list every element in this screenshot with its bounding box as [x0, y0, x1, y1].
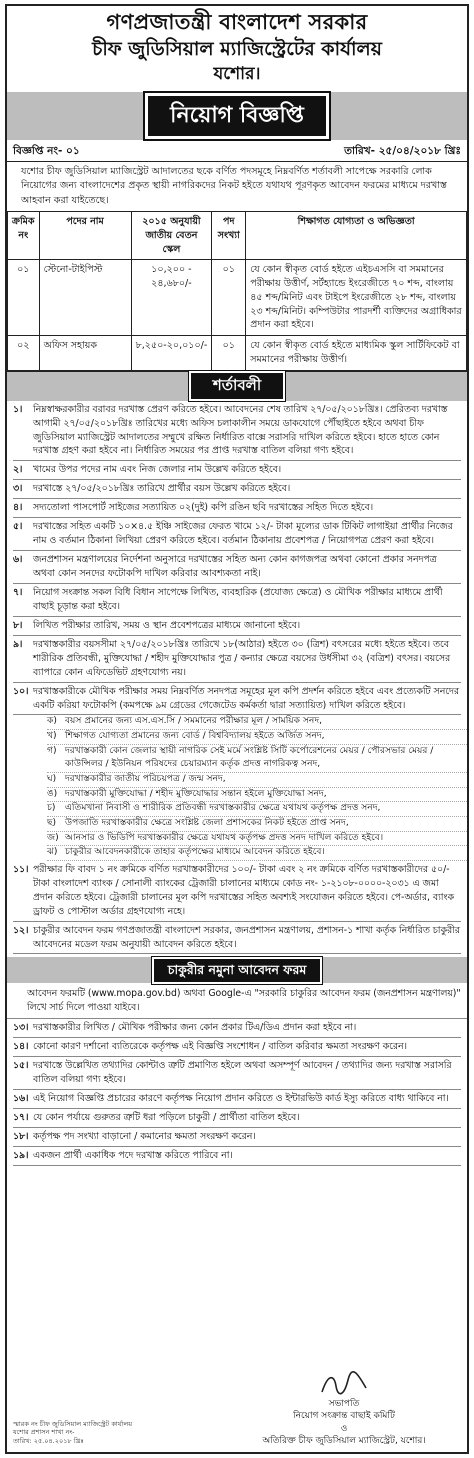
- row-scale: ৮,২৫০-২০,০১০/-: [131, 336, 212, 371]
- item-text: খামের উপর পদের নাম এবং নিজ জেলার নাম উল্লেখ করিতে হইবে।: [33, 464, 282, 476]
- signature-block: [239, 1370, 449, 1448]
- item-number: ১৯।: [13, 1149, 29, 1161]
- footer-ref-date: তারিখ: ২৫.০৪.২০১৮ খ্রিঃ: [13, 1437, 84, 1446]
- item-number: ৯।: [13, 638, 23, 650]
- item-text: এতিমখানা নিবাসী ও শারীরিক প্রতিবন্ধী দরখাস্তকারীর ক্ষেত্রে যথাযথ কর্তৃপক্ষ প্রদত্ত সনদ,: [65, 803, 381, 814]
- item-number: জ): [47, 832, 59, 843]
- list-item: [13, 1109, 461, 1128]
- list-item: [13, 1019, 461, 1038]
- sub-conditions-list: [7, 715, 467, 860]
- list-item: [13, 922, 461, 955]
- conditions-list-3: [7, 1019, 467, 1166]
- footer-ref-line: স্মারক নং চীফ জুডিসিয়াল ম্যাজিস্ট্রেট কার্যালয়: [13, 1419, 133, 1428]
- item-number: ১৪।: [13, 1041, 29, 1053]
- list-item: [13, 499, 461, 518]
- list-item: [47, 773, 467, 788]
- list-item: [13, 683, 461, 716]
- signature-scribble: [314, 1370, 374, 1398]
- conditions-list-2: [7, 861, 467, 955]
- footer: [7, 1352, 467, 1452]
- row-serial: ০১: [8, 260, 40, 336]
- item-number: ৫।: [13, 521, 23, 533]
- row-serial: ০২: [8, 336, 40, 371]
- table-row: [8, 336, 467, 371]
- circular-number: বিজ্ঞপ্তি নং- ০১: [13, 145, 80, 157]
- col-scale: ২০১৫ অনুযায়ী জাতীয় বেতন স্কেল: [131, 211, 212, 259]
- header: [7, 6, 467, 86]
- item-text: একজন প্রার্থী একাধিক পদে দরখাস্ত করিতে পারিবে না।: [33, 1149, 233, 1161]
- item-number: ঝ): [47, 847, 58, 858]
- item-number: ৩।: [13, 483, 23, 495]
- list-item: [13, 1128, 461, 1147]
- list-item: [47, 832, 467, 847]
- list-item: [13, 617, 461, 636]
- signature-committee: নিয়োগ সংক্রান্ত বাছাই কমিটি: [293, 1411, 395, 1422]
- item-text: নিম্নস্বাক্ষরকারীর বরাবর দরখাস্ত প্রেরণ করিতে হইবে। আবেদনের শেষ তারিখ ২৭/০৫/২০১৮খ্রিঃ। প্রেরিতব্য দরখাস্ত আগামী ২৭/০৫/২০১৮খ্রিঃ তারিখের মধ্যে অফিস চলাকালীন সময়ে ডাকযোগে পৌঁছাইতে হইবে অথবা চীফ জুডিসিয়াল ম্যাজিস্ট্রেট আদালতের সম্মুখে রক্ষিত নির্ধারিত বাক্সে সরাসরি দাখিল করিতে হইবে। হাতে হাতে কোন দরখাস্ত গ্রহণ করা হইবে না। নির্ধারিত সময়ের পর প্রাপ্ত দরখাস্ত বাতিল বলিয়া গণ্য হইবে।: [33, 403, 448, 457]
- item-text: এই নিয়োগ বিজ্ঞপ্তি প্রচারের কারণে কর্তৃপক্ষ নিয়োগ প্রদান করিতে ও ইন্টারভিউ কার্ড ইস্যু করিতে বাধ্য থাকিবে না।: [33, 1093, 449, 1105]
- col-post: পদের নাম: [39, 211, 131, 259]
- list-item: [47, 745, 467, 773]
- item-number: ১।: [13, 403, 23, 415]
- row-count: ০১: [212, 260, 246, 336]
- item-number: ক): [47, 716, 57, 727]
- item-number: গ): [47, 745, 57, 756]
- item-number: ৭।: [13, 586, 23, 598]
- list-item: [13, 636, 461, 683]
- item-number: ১২।: [13, 924, 29, 936]
- item-text: কোনো কারণ দর্শানো ব্যতিরেকে কর্তৃপক্ষ এই বিজ্ঞপ্তি সংশোধন / বাতিল করিবার ক্ষমতা সংরক্ষণ করেন।: [33, 1041, 407, 1053]
- form-text: আবেদন ফরমটি (www.mopa.gov.bd) অথবা Google-এ "সরকারি চাকুরির আবেদন ফরম (জনপ্রশাসন মন্ত্রণালয়)" লিখে সার্চ দিলে পাওয়া যাইবে।: [7, 985, 467, 1019]
- col-count: পদ সংখ্যা: [212, 211, 246, 259]
- list-item: [13, 401, 461, 462]
- item-number: ৬।: [13, 554, 23, 566]
- row-scale: ১০,২০০ - ২৪,৬৮০/-: [131, 260, 212, 336]
- item-text: চাকুরীর আবেদন ফরম গণপ্রজাতন্ত্রী বাংলাদেশ সরকার, জনপ্রশাসন মন্ত্রণালয়, প্রশাসন-১ শাখা কর্তৃক নির্ধারিত চাকুরীর আবেদনের মডেল ফরম অনুযায়ী আবেদন করিতে হইবে।: [33, 924, 460, 950]
- item-number: ঙ): [47, 788, 58, 799]
- header-location: যশোর।: [213, 64, 261, 84]
- intro-text: যশোর চীফ জুডিসিয়াল ম্যাজিস্ট্রেট আদালতের ছকে বর্ণিত পদসমূহে নিম্নবর্ণিত শর্তাবলী সাপেক্ষে সরকারি লোক নিয়োগের জন্য বাংলাদেশের প্রকৃত স্থায়ী নাগরিকদের নিকট হইতে যথাযথ পূরণকৃত আবেদন ফরমের মাধ্যমে দরখাস্ত আহবান করা যাইতেছে।: [21, 166, 447, 206]
- job-circular-page: [5, 4, 469, 1454]
- item-text: দরখাস্তকারীকে মৌখিক পরীক্ষার সময় নিম্নবর্ণিত সনদপত্র সমূহের মূল কপি প্রদর্শন করিতে হইবে এবং প্রত্যেকটি সনদের একটি করিয়া ফটোকপি (কমপক্ষে ৯ম গ্রেডের গেজেটেড কর্মকর্তা দ্বারা সত্যায়িত) দাখিল করিতে হইবে।: [33, 685, 459, 711]
- list-item: [13, 551, 461, 584]
- item-number: ১৬।: [13, 1093, 29, 1105]
- circular-date: তারিখ- ২৫/০৪/২০১৮ খ্রিঃ: [344, 145, 461, 157]
- list-item: [47, 817, 467, 832]
- table-header-row: [8, 211, 467, 259]
- row-post: অফিস সহায়ক: [39, 336, 131, 371]
- item-number: ২।: [13, 464, 23, 476]
- form-title: চাকুরীর নমুনা আবেদন ফরম: [152, 957, 323, 983]
- item-text: চাকুরীর আবেদনকারীকে তাহার কর্তৃপক্ষের মাধ্যমে আবেদন করিতে হইবে।: [65, 847, 325, 858]
- signature-and: ও: [340, 1423, 348, 1434]
- item-text: কর্তৃপক্ষ পদ সংখ্যা বাড়ানো / কমানোর ক্ষমতা সংরক্ষণ করেন।: [33, 1130, 256, 1142]
- col-qualification: শিক্ষাগত যোগ্যতা ও অভিজ্ঞতা: [246, 211, 467, 259]
- signature-mark: [239, 1370, 449, 1398]
- page-title: নিয়োগ বিজ্ঞপ্তি: [145, 93, 329, 139]
- list-item: [13, 861, 461, 922]
- footer-ref-line: যশোর প্রশাসন শাখা নং-: [13, 1428, 75, 1437]
- item-text: দরখাস্তের সহিত একটি ১০×৪.৫ ইঞ্চি সাইজের ফেরত খামে ১২/- টাকা মূল্যের ডাক টিকিট লাগাইয়া প্রার্থীর নিজের নাম ও বর্তমান ঠিকানা লিখিয়া প্রেরণ করিতে হইবে। বর্তমান ঠিকানায় প্রবেশপত্র / নিয়োগপত্র প্রেরণ করা হইবে।: [33, 521, 453, 547]
- item-text: বয়স প্রমানের জন্য এস.এস.সি / সমমানের পরীক্ষার মূল / সাময়িক সনদ,: [65, 716, 323, 727]
- footer-reference: [13, 1420, 132, 1446]
- item-number: খ): [47, 731, 57, 742]
- header-government: গণপ্রজাতন্ত্রী বাংলাদেশ সরকার: [106, 10, 368, 34]
- conditions-banner: [7, 371, 467, 401]
- item-text: উপজাতি দরখাস্তকারীর ক্ষেত্রে সংশ্লিষ্ট জেলা প্রশাসকের নিকট হইতে প্রাপ্ত সনদ,: [65, 817, 349, 828]
- list-item: [47, 802, 467, 817]
- item-number: ১০।: [13, 685, 29, 697]
- item-number: ১৭।: [13, 1112, 29, 1124]
- list-item: [13, 1090, 461, 1109]
- item-text: জনপ্রশাসন মন্ত্রণালয়ের নির্দেশনা অনুসারে দরখাস্তের সহিত অন্য কোন কাগজপত্র অথবা কোনো প্রকার সনদপত্র অথবা কোন সনদের ফটোকপি দাখিল করিবার আবশ্যকতা নাই।: [33, 554, 437, 579]
- list-item: [13, 518, 461, 551]
- item-text: দরখাস্তকারী কোন জেলার স্থায়ী নাগরিক সেই মর্মে সংশ্লিষ্ট সিটি কর্পোরেশনের মেয়র / পৌরসভার মেয়র / কাউন্সিলর / ইউনিয়ন পরিষদের চেয়ারম্যান কর্তৃক প্রদত্ত নাগরিকত্ব সনদ,: [65, 745, 434, 770]
- item-number: ১৮।: [13, 1130, 29, 1142]
- item-text: নিয়োগ সংক্রান্ত সকল বিধি বিধান সাপেক্ষে লিখিত, ব্যবহারিক (প্রযোজ্য ক্ষেত্রে) ও মৌখিক পরীক্ষার মাধ্যমে প্রার্থী বাছাই চূড়ান্ত করা হইবে।: [33, 586, 443, 612]
- item-number: ৮।: [13, 619, 23, 631]
- conditions-title: শর্তাবলী: [189, 371, 285, 401]
- item-text: দরখাস্তে উল্লেখিত তথ্যাদির কোন্টাও ত্রুটি প্রমাণিত হইলে অথবা অসম্পূর্ণ আবেদন / তথ্যাদির জন্য দরখাস্ত সরাসরি বাতিল বলিয়া গণ্য হইবে।: [33, 1060, 452, 1086]
- list-item: [47, 846, 467, 861]
- list-item: [47, 715, 467, 730]
- item-text: যে কোন পর্যায়ে গুরুতর ত্রুটি ধরা পড়িলে চাকুরী / প্রার্থীতা বাতিল হইবে।: [33, 1112, 300, 1124]
- list-item: [13, 461, 461, 480]
- item-text: দরখাস্তকারী মুক্তিযোদ্ধা / শহীদ মুক্তিযোদ্ধার সন্তান হইলে মুক্তিযোদ্ধা সনদ,: [65, 788, 327, 799]
- item-text: দরখাস্তকারীর লিখিত / মৌখিক পরীক্ষার জন্য কোন প্রকার টিএ/ডিএ প্রদান করা হইবে না।: [33, 1022, 357, 1034]
- list-item: [13, 480, 461, 499]
- item-number: ১৫।: [13, 1060, 29, 1072]
- item-number: ১৩।: [13, 1022, 29, 1034]
- list-item: [13, 1038, 461, 1057]
- item-number: ৪।: [13, 502, 23, 514]
- item-text: শিক্ষাগত যোগ্যতা প্রমানের জন্য বোর্ড / বিশ্ববিদ্যালয় হইতে অর্জিত সনদ,: [65, 731, 325, 742]
- reference-row: [7, 140, 467, 162]
- item-number: ছ): [47, 817, 57, 828]
- col-serial: ক্রমিক নং: [8, 211, 40, 259]
- item-text: পরীক্ষার ফি বাবদ ১ নং ক্রমিকে বর্ণিত দরখাস্তকারীদের ১০০/- টাকা এবং ২ নং ক্রমিকে বর্ণিত দরখাস্তকারীদের ৫০/- টাকা বাংলাদেশ ব্যাংক / সোনালী ব্যাংকের ট্রেজারী চালানের মাধ্যমে কোড নং- ১-২১০৮-০০০০-২০৩১ এ জমা প্রদান করিতে হইবে। ট্রেজারী চালানের মূল কপি দরখাস্তের সহিত অবশ্যই সংযোজন করিতে হইবে। পে-অর্ডার, ব্যাংক ড্রাফট ও পোস্টাল অর্ডার গ্রহণযোগ্য নহে।: [33, 863, 455, 917]
- item-text: সদ্যতোলা পাসপোর্ট সাইজের সত্যায়িত ০২(দুই) কপি রঙিন ছবি দরখাস্তের সহিত দিতে হইবে।: [33, 502, 374, 514]
- item-text: আনসার ও ভিডিপি দরখাস্তকারীর ক্ষেত্রে যথাযথ কর্তৃপক্ষ প্রদত্ত সনদ দাখিল করিতে হইবে।: [65, 832, 384, 843]
- list-item: [13, 1147, 461, 1166]
- list-item: [47, 788, 467, 803]
- list-item: [13, 584, 461, 617]
- list-item: [47, 730, 467, 745]
- header-office: চীফ জুডিসিয়াল ম্যাজিস্ট্রেটের কার্যালয়: [92, 38, 382, 60]
- row-count: ০১: [212, 336, 246, 371]
- form-banner: [7, 957, 467, 983]
- signature-office: অতিরিক্ত চীফ জুডিসিয়াল ম্যাজিস্ট্রেট, যশোর।: [262, 1436, 426, 1447]
- row-post: স্টেনো-টাইপিস্ট: [39, 260, 131, 336]
- signature-title: সভাপতি: [328, 1398, 360, 1409]
- item-number: চ): [47, 803, 56, 814]
- conditions-list: [7, 401, 467, 716]
- list-item: [13, 1057, 461, 1090]
- item-text: দরখাস্তকারীর বয়সসীমা ২৭/০৫/২০১৮খ্রিঃ তারিখে ১৮(আঠার) হইতে ৩০ (ত্রিশ) বৎসরের মধ্যে হইতে হইবে। তবে শারীরিক প্রতিবন্ধী, মুক্তিযোদ্ধা / শহীদ মুক্তিযোদ্ধার পুত্র / কন্যার ক্ষেত্রে বয়সের উর্ধসীমা ৩২ (বত্রিশ) বৎসর। বয়সের ব্যাপারে কোন এফিডেভিট গ্রহণযোগ্য নয়।: [33, 638, 451, 678]
- posts-table: [7, 211, 467, 371]
- table-row: [8, 260, 467, 336]
- title-banner: [7, 92, 467, 140]
- item-number: ১১।: [13, 863, 29, 875]
- row-qualification: যে কোন স্বীকৃত বোর্ড হইতে এইচএসসি বা সমমানের পরীক্ষায় উত্তীর্ণ, সর্টহ্যান্ডে ইংরেজীতে ৭০ শব্দ, বাংলায় ৪৫ শব্দ/মিনিট এবং টাইপে ইংরেজীতে ২৮ শব্দ, বাংলায় ২৩ শব্দ/মিনিট। কম্পিউটার পারদর্শী ব্যক্তিদের অগ্রাধিকার প্রদান করা হইবে।: [246, 260, 467, 336]
- item-text: দরখাস্তকারীর জাতীয় পরিচয়পত্র / জন্ম সনদ,: [65, 774, 226, 784]
- row-qualification: যে কোন স্বীকৃত বোর্ড হইতে মাধ্যমিক স্কুল সার্টিফিকেট বা সমমানের পরীক্ষায় উত্তীর্ণ।: [246, 336, 467, 371]
- item-text: লিখিত পরীক্ষার তারিখ, সময় ও স্থান প্রবেশপত্রের মাধ্যমে জানানো হইবে।: [33, 619, 301, 631]
- item-text: দরখাস্তে ২৭/০৫/২০১৮খ্রিঃ তারিখে প্রার্থীর বয়স উল্লেখ করিতে হইবে।: [33, 483, 291, 495]
- item-number: ঘ): [47, 774, 57, 784]
